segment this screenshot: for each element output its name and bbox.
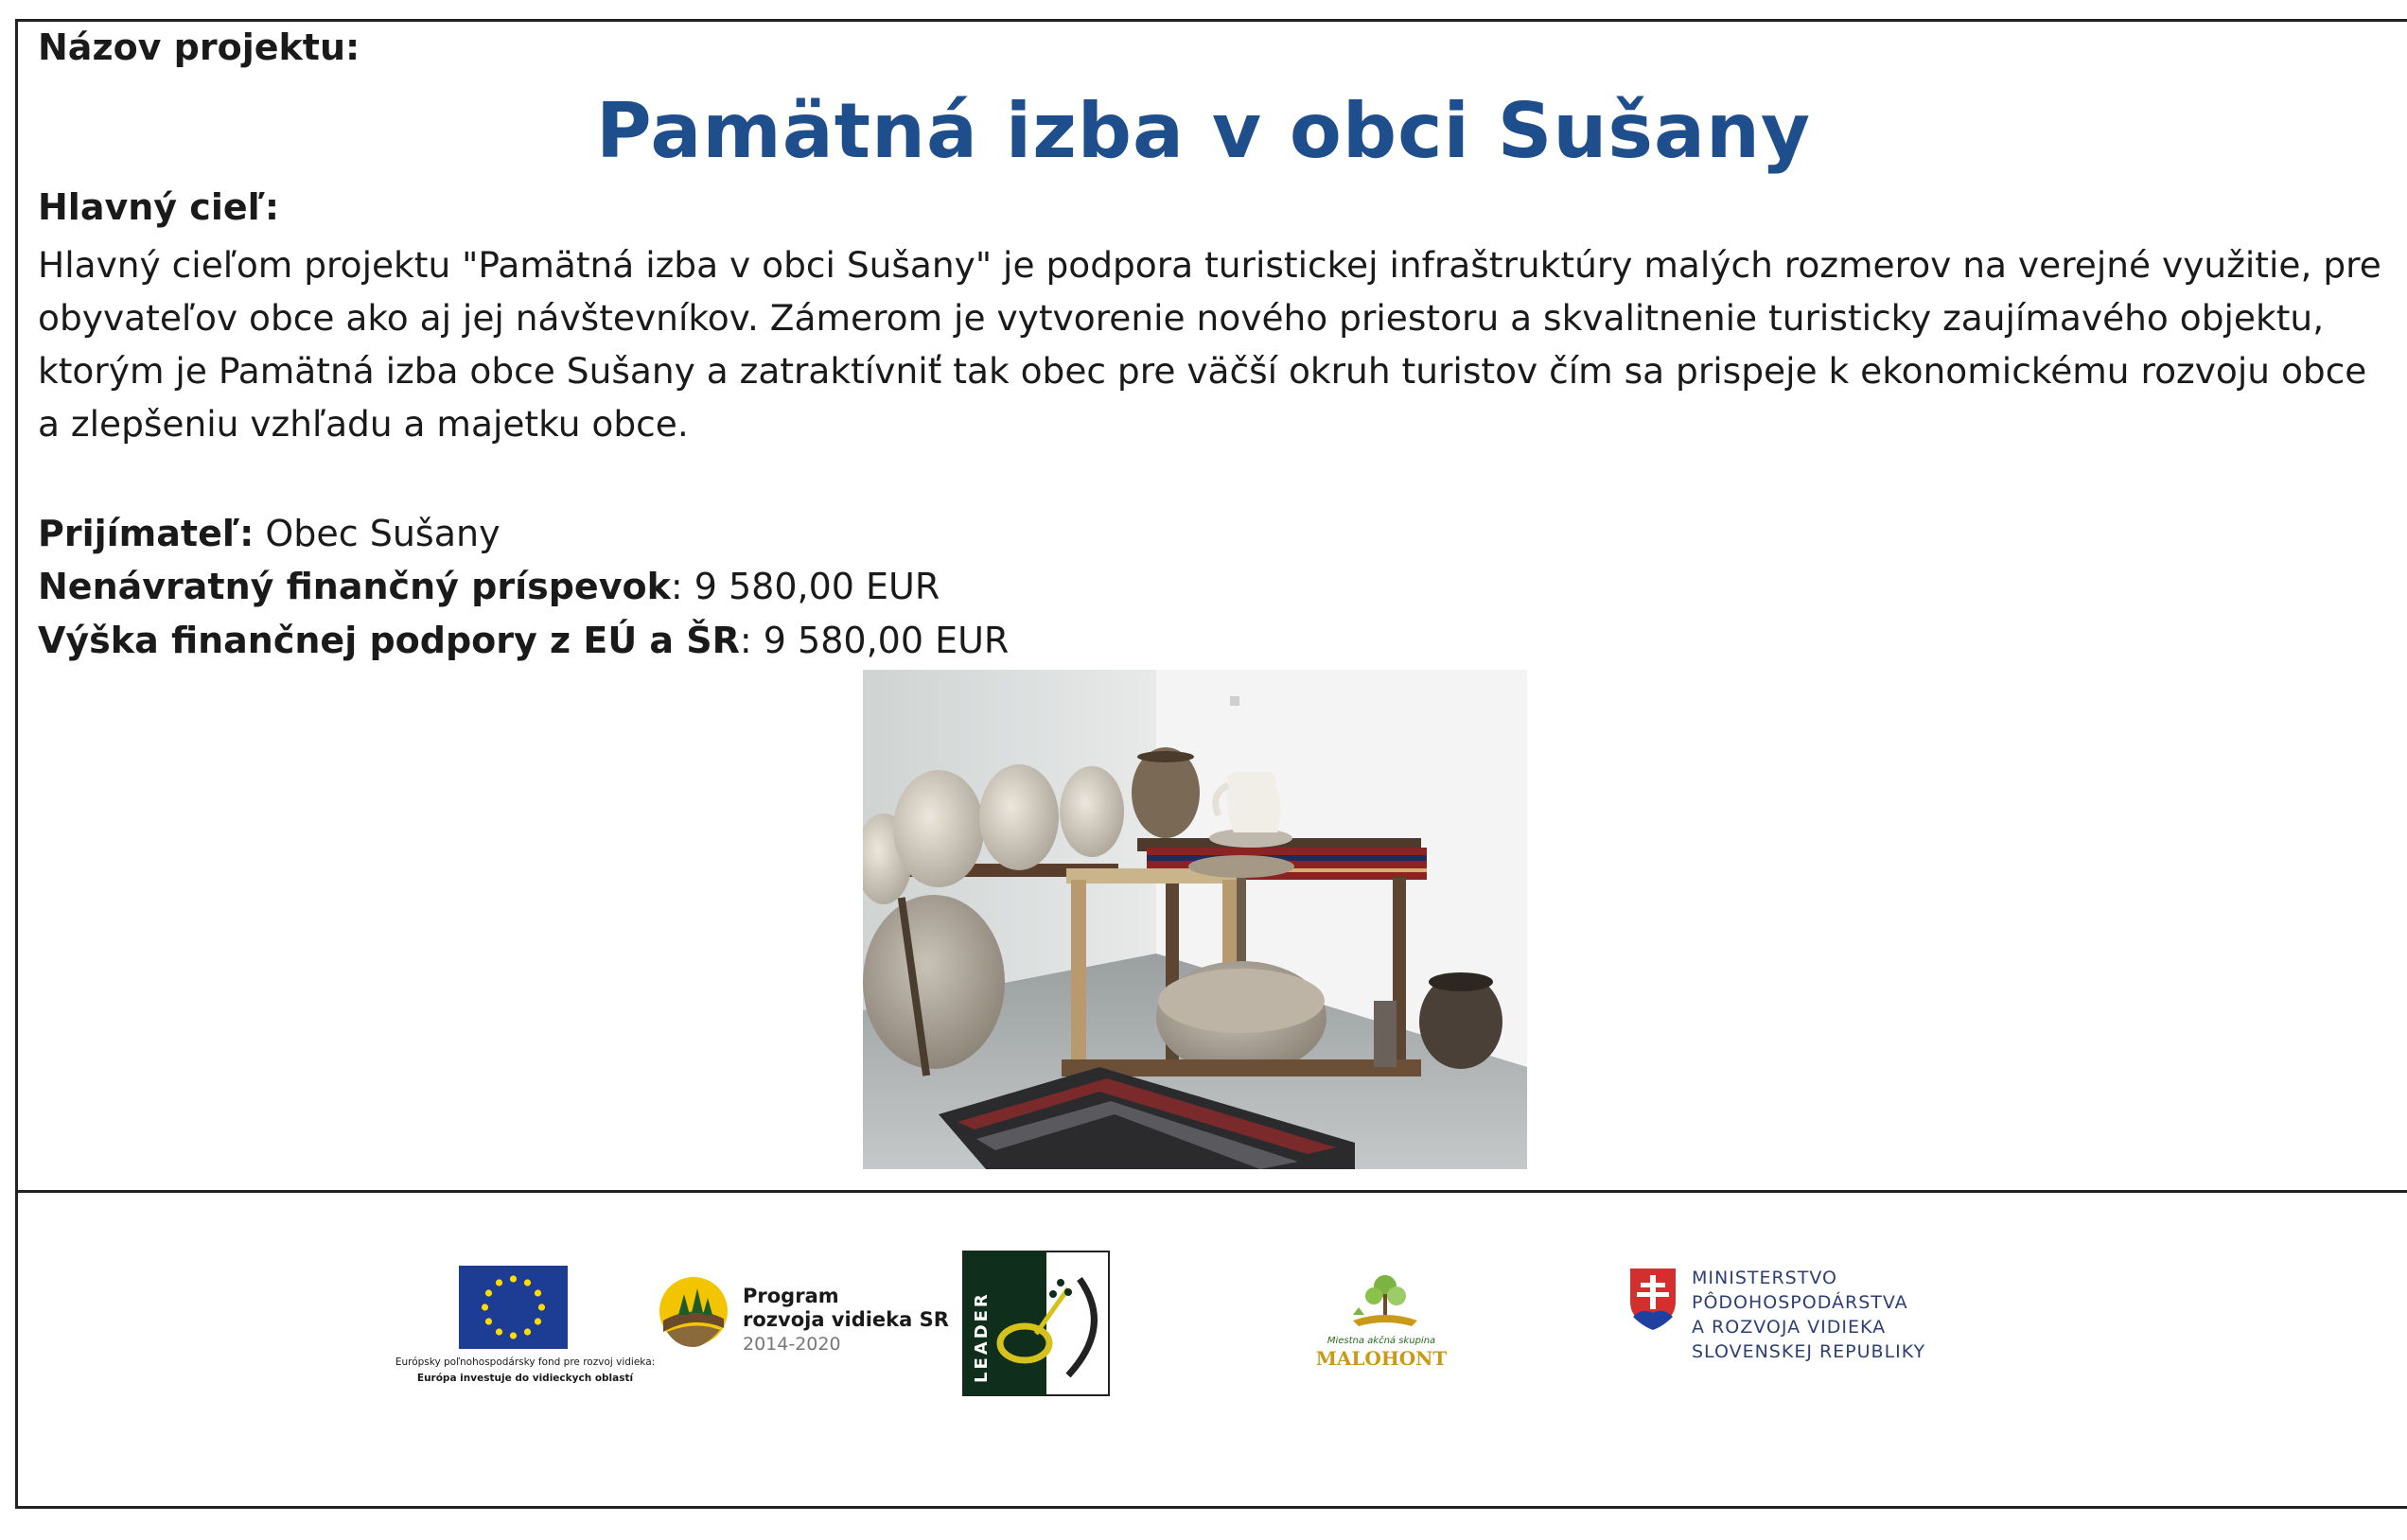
- support-label: Výška finančnej podpory z EÚ a ŠR: [38, 620, 740, 661]
- goal-text: Hlavný cieľom projektu "Pamätná izba v obci Sušany" je podpora turistickej infraštruktúry malých rozmerov na verejné využitie, pre obyvateľov obce ako aj jej návštevníkov. Zámerom je vytvorenie nového priestoru a skvalitnenie turisticky zaujímavého objektu, ktorým je Pamätná izba obce Sušany a zatraktívniť tak obec pre väčší okruh turistov čím sa prispeje k ekonomickému rozvoju obce a zlepšeniu vzhľadu a majetku obce.: [38, 244, 2381, 445]
- project-title: Pamätná izba v obci Sušany: [595, 87, 1812, 175]
- memorial-room-photo: [863, 670, 1527, 1169]
- leader-text: LEADER: [972, 1291, 992, 1383]
- eu-stars-icon: [459, 1266, 568, 1349]
- slovak-crest-icon: [1627, 1266, 1678, 1332]
- project-name-label: Názov projektu:: [38, 26, 360, 68]
- malohont-name: MALOHONT: [1315, 1347, 1448, 1370]
- recipient-value: Obec Sušany: [254, 513, 501, 554]
- grant-line: [38, 566, 940, 607]
- eu-caption-slogan: Európa investuje do vidieckych oblastí: [416, 1373, 634, 1384]
- support-value: : 9 580,00 EUR: [739, 620, 1010, 661]
- recipient-line: [38, 513, 501, 554]
- eu-eafrd-logo: [378, 1266, 672, 1398]
- grant-value: : 9 580,00 EUR: [670, 566, 940, 607]
- eu-caption-fund: Európsky poľnohospodársky fond pre rozvoj vidieka:: [395, 1356, 656, 1368]
- support-line: [38, 620, 1009, 661]
- goal-label: Hlavný cieľ:: [38, 186, 280, 228]
- recipient-label: Prijímateľ:: [38, 513, 255, 554]
- footer-divider: [15, 1190, 2407, 1193]
- malohont-logo: [1306, 1268, 1457, 1372]
- leader-emblem-icon: [962, 1251, 1110, 1396]
- prv-line-1: Program: [743, 1285, 839, 1307]
- rural-development-title: [743, 1285, 949, 1332]
- ministry-line-1: MINISTERSTVO: [1692, 1268, 1837, 1288]
- eu-flag-icon: [459, 1266, 568, 1349]
- ministry-name: [1692, 1266, 1925, 1364]
- prv-line-2: rozvoja vidieka SR: [743, 1308, 949, 1331]
- ministry-line-2: PÔDOHOSPODÁRSTVA: [1692, 1292, 1908, 1313]
- ministry-line-4: SLOVENSKEJ REPUBLIKY: [1692, 1341, 1926, 1362]
- rural-development-emblem-icon: [658, 1271, 729, 1353]
- malohont-tree-icon: [1306, 1268, 1457, 1336]
- grant-label: Nenávratný finančný príspevok: [38, 566, 671, 607]
- prv-years: 2014-2020: [743, 1334, 841, 1355]
- ministry-logo: [1627, 1266, 1987, 1379]
- ministry-line-3: A ROZVOJA VIDIEKA: [1692, 1317, 1887, 1338]
- rural-development-program-logo: [658, 1271, 949, 1356]
- malohont-caption: Miestna akčná skupina: [1326, 1336, 1436, 1346]
- memorial-room-illustration: [863, 670, 1527, 1169]
- leader-logo: [962, 1251, 1110, 1396]
